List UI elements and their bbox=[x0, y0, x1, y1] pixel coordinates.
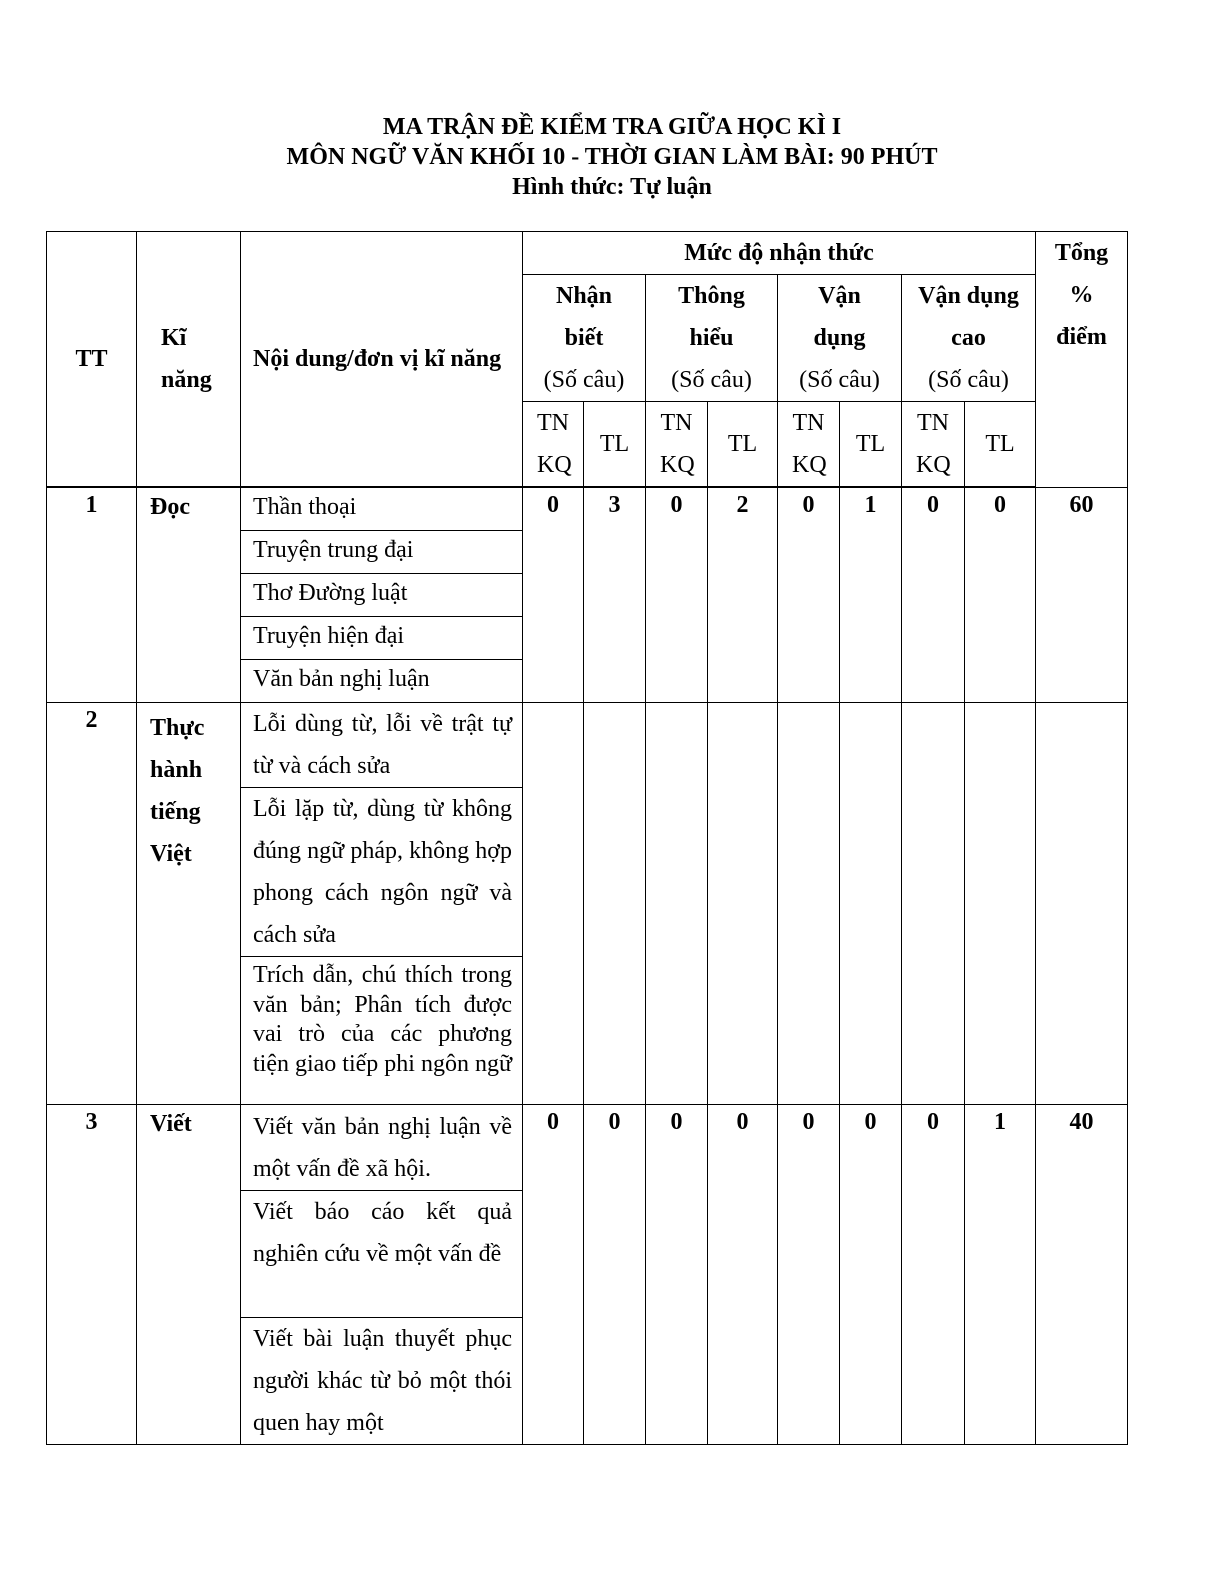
value-cell bbox=[778, 703, 840, 1105]
level-name: Nhận biết bbox=[555, 283, 613, 351]
content-item: Truyện trung đại bbox=[241, 531, 523, 574]
row-number: 3 bbox=[47, 1105, 137, 1445]
content-item: Viết báo cáo kết quả nghiên cứu về một vấn đề bbox=[241, 1191, 523, 1318]
tl-header: TL bbox=[840, 402, 902, 487]
document-subtitle: MÔN NGỮ VĂN KHỐI 10 - THỜI GIAN LÀM BÀI: 90 PHÚT bbox=[286, 144, 938, 170]
row-number: 1 bbox=[47, 488, 137, 703]
value-cell: 2 bbox=[708, 488, 778, 703]
value-cell: 0 bbox=[902, 1105, 965, 1445]
value-cell bbox=[902, 703, 965, 1105]
content-item: Truyện hiện đại bbox=[241, 617, 523, 660]
level-nhan-biet bbox=[523, 275, 646, 402]
value-cell: 1 bbox=[840, 488, 902, 703]
value-cell: 0 bbox=[778, 488, 840, 703]
value-cell bbox=[584, 703, 646, 1105]
content-item: Lỗi dùng từ, lỗi về trật tự từ và cách sửa bbox=[241, 703, 523, 788]
exam-format: Hình thức: Tự luận bbox=[512, 174, 712, 200]
header-total-percent: Tổng % điểm bbox=[1036, 232, 1128, 488]
level-name: Vận dụng cao bbox=[918, 283, 1019, 351]
level-name: Thông hiểu bbox=[678, 283, 745, 351]
value-cell: 0 bbox=[646, 488, 708, 703]
value-cell: 0 bbox=[902, 488, 965, 703]
value-cell: 0 bbox=[584, 1105, 646, 1445]
value-cell: 1 bbox=[965, 1105, 1036, 1445]
value-cell bbox=[965, 703, 1036, 1105]
value-cell: 3 bbox=[584, 488, 646, 703]
total-cell: 40 bbox=[1036, 1105, 1128, 1445]
document-title: MA TRẬN ĐỀ KIỂM TRA GIỮA HỌC KÌ I bbox=[382, 114, 842, 140]
value-cell: 0 bbox=[840, 1105, 902, 1445]
tnkq-header: TN KQ bbox=[523, 402, 584, 487]
level-thong-hieu bbox=[646, 275, 778, 402]
level-name: Vận dụng bbox=[813, 283, 866, 351]
header-tt: TT bbox=[47, 232, 137, 487]
header-cognitive-level: Mức độ nhận thức bbox=[523, 232, 1036, 275]
skill-name: Viết bbox=[137, 1105, 241, 1445]
content-item: Thần thoại bbox=[241, 488, 523, 531]
tl-header: TL bbox=[965, 402, 1036, 487]
total-cell bbox=[1036, 703, 1128, 1105]
exam-matrix-table bbox=[46, 231, 1128, 1445]
value-cell: 0 bbox=[523, 488, 584, 703]
level-van-dung bbox=[778, 275, 902, 402]
document-header bbox=[0, 112, 1224, 202]
level-unit: (Số câu) bbox=[928, 367, 1009, 393]
content-item: Trích dẫn, chú thích trong văn bản; Phân tích được vai trò của các phương tiện giao tiếp phi ngôn ngữ bbox=[241, 957, 523, 1105]
value-cell: 0 bbox=[708, 1105, 778, 1445]
value-cell: 0 bbox=[646, 1105, 708, 1445]
level-unit: (Số câu) bbox=[799, 367, 880, 393]
content-item: Thơ Đường luật bbox=[241, 574, 523, 617]
tnkq-header: TN KQ bbox=[778, 402, 840, 487]
skill-name: Thực hành tiếng Việt bbox=[137, 703, 241, 1105]
tl-header: TL bbox=[584, 402, 646, 487]
skill-name: Đọc bbox=[137, 488, 241, 703]
tnkq-header: TN KQ bbox=[646, 402, 708, 487]
value-cell bbox=[646, 703, 708, 1105]
tl-header: TL bbox=[708, 402, 778, 487]
content-item: Viết văn bản nghị luận về một vấn đề xã hội. bbox=[241, 1105, 523, 1191]
total-cell: 60 bbox=[1036, 488, 1128, 703]
row-number: 2 bbox=[47, 703, 137, 1105]
value-cell: 0 bbox=[523, 1105, 584, 1445]
content-item: Văn bản nghị luận bbox=[241, 660, 523, 703]
header-skill: Kĩ năng bbox=[137, 232, 241, 487]
header-content: Nội dung/đơn vị kĩ năng bbox=[241, 232, 523, 487]
value-cell bbox=[708, 703, 778, 1105]
value-cell: 0 bbox=[965, 488, 1036, 703]
level-van-dung-cao bbox=[902, 275, 1036, 402]
value-cell bbox=[523, 703, 584, 1105]
content-item: Lỗi lặp từ, dùng từ không đúng ngữ pháp, không hợp phong cách ngôn ngữ và cách sửa bbox=[241, 788, 523, 957]
tnkq-header: TN KQ bbox=[902, 402, 965, 487]
level-unit: (Số câu) bbox=[671, 367, 752, 393]
level-unit: (Số câu) bbox=[543, 367, 625, 393]
content-item: Viết bài luận thuyết phục người khác từ bỏ một thói quen hay một bbox=[241, 1318, 523, 1445]
value-cell bbox=[840, 703, 902, 1105]
value-cell: 0 bbox=[778, 1105, 840, 1445]
